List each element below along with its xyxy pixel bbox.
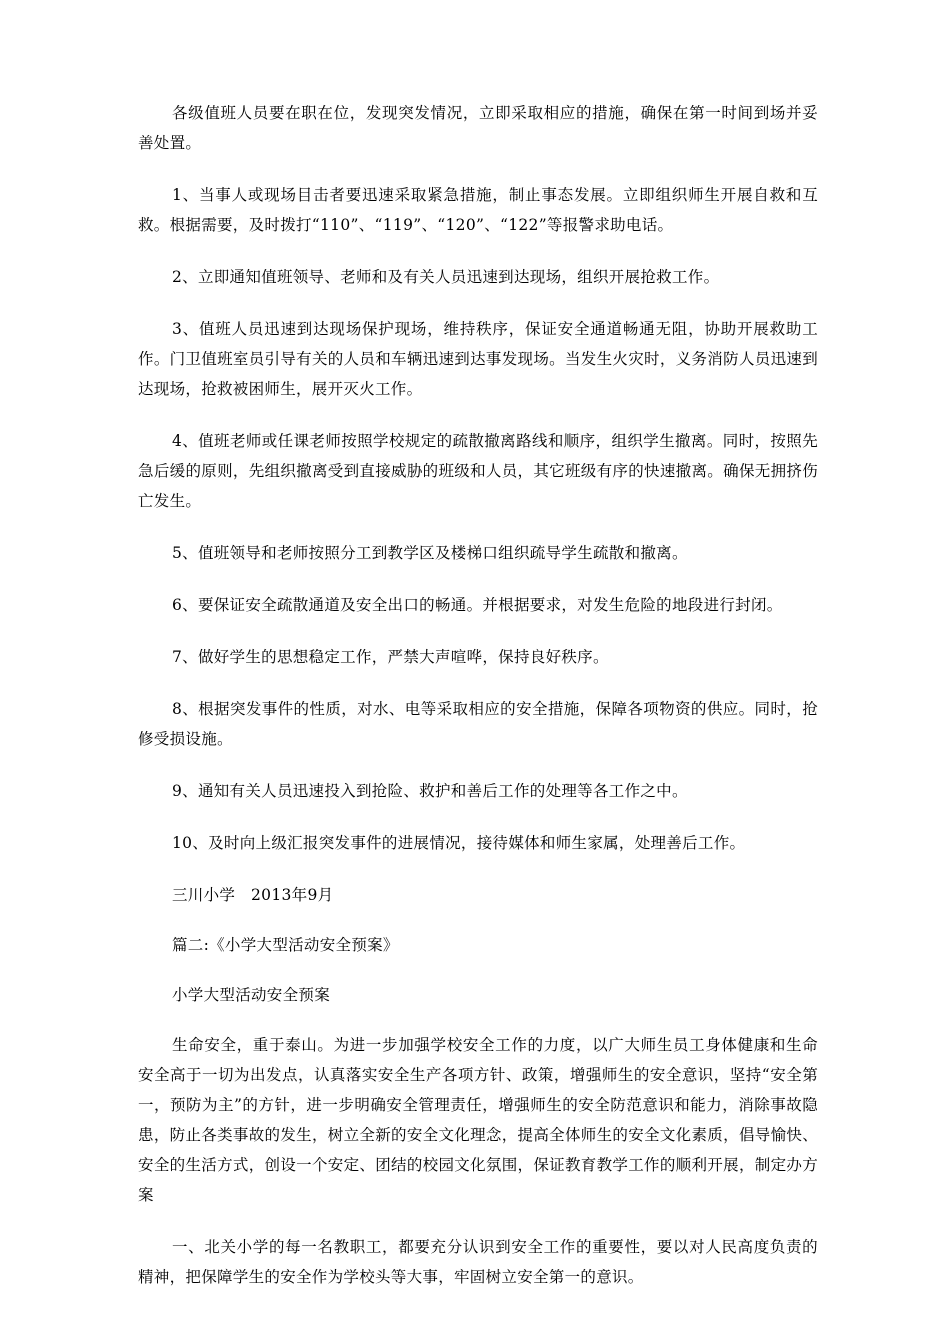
paragraph-point-1: 一、北关小学的每一名教职工，都要充分认识到安全工作的重要性，要以对人民高度负责的精神，把保障学生的安全作为学校头等大事，牢固树立安全第一的意识。 (138, 1238, 818, 1286)
paragraph-item-8: 8、根据突发事件的性质，对水、电等采取相应的安全措施，保障各项物资的供应。同时，抢修受损设施。 (138, 700, 818, 748)
paragraph-item-2: 2、立即通知值班领导、老师和及有关人员迅速到达现场，组织开展抢救工作。 (172, 268, 720, 286)
paragraph-item-10: 10、及时向上级汇报突发事件的进展情况，接待媒体和师生家属，处理善后工作。 (172, 834, 746, 852)
paragraph-item-1: 1、当事人或现场目击者要迅速采取紧急措施，制止事态发展。立即组织师生开展自救和互救。根据需要，及时拨打“110”、“119”、“120”、“122”等报警求助电话。 (138, 186, 818, 234)
signature-line: 三川小学 2013年9月 (172, 886, 334, 904)
paragraph-item-5: 5、值班领导和老师按照分工到教学区及楼梯口组织疏导学生疏散和撤离。 (172, 544, 688, 562)
section-heading: 篇二:《小学大型活动安全预案》 (172, 936, 399, 954)
paragraph-item-4: 4、值班老师或任课老师按照学校规定的疏散撤离路线和顺序，组织学生撤离。同时，按照先急后缓的原则，先组织撤离受到直接威胁的班级和人员，其它班级有序的快速撤离。确保无拥挤伤亡发生。 (138, 432, 818, 510)
paragraph-item-9: 9、通知有关人员迅速投入到抢险、救护和善后工作的处理等各工作之中。 (172, 782, 688, 800)
paragraph-preamble: 生命安全，重于泰山。为进一步加强学校安全工作的力度，以广大师生员工身体健康和生命安全高于一切为出发点，认真落实安全生产各项方针、政策，增强师生的安全意识，坚持“安全第一，预防为主”的方针，进一步明确安全管理责任，增强师生的安全防范意识和能力，消除事故隐患，防止各类事故的发生，树立全新的安全文化理念，提高全体师生的安全文化素质，倡导愉快、安全的生活方式，创设一个安定、团结的校园文化氛围，保证教育教学工作的顺利开展，制定办方案 (138, 1036, 818, 1204)
section-title: 小学大型活动安全预案 (172, 986, 331, 1004)
document-body (138, 98, 818, 1314)
paragraph-duty-intro: 各级值班人员要在职在位，发现突发情况，立即采取相应的措施，确保在第一时间到场并妥善处置。 (138, 104, 818, 152)
paragraph-item-6: 6、要保证安全疏散通道及安全出口的畅通。并根据要求，对发生危险的地段进行封闭。 (172, 596, 783, 614)
paragraph-item-7: 7、做好学生的思想稳定工作，严禁大声喧哗，保持良好秩序。 (172, 648, 609, 666)
paragraph-item-3: 3、值班人员迅速到达现场保护现场，维持秩序，保证安全通道畅通无阻，协助开展救助工作。门卫值班室员引导有关的人员和车辆迅速到达事发现场。当发生火灾时，义务消防人员迅速到达现场，抢救被困师生，展开灭火工作。 (138, 320, 818, 398)
